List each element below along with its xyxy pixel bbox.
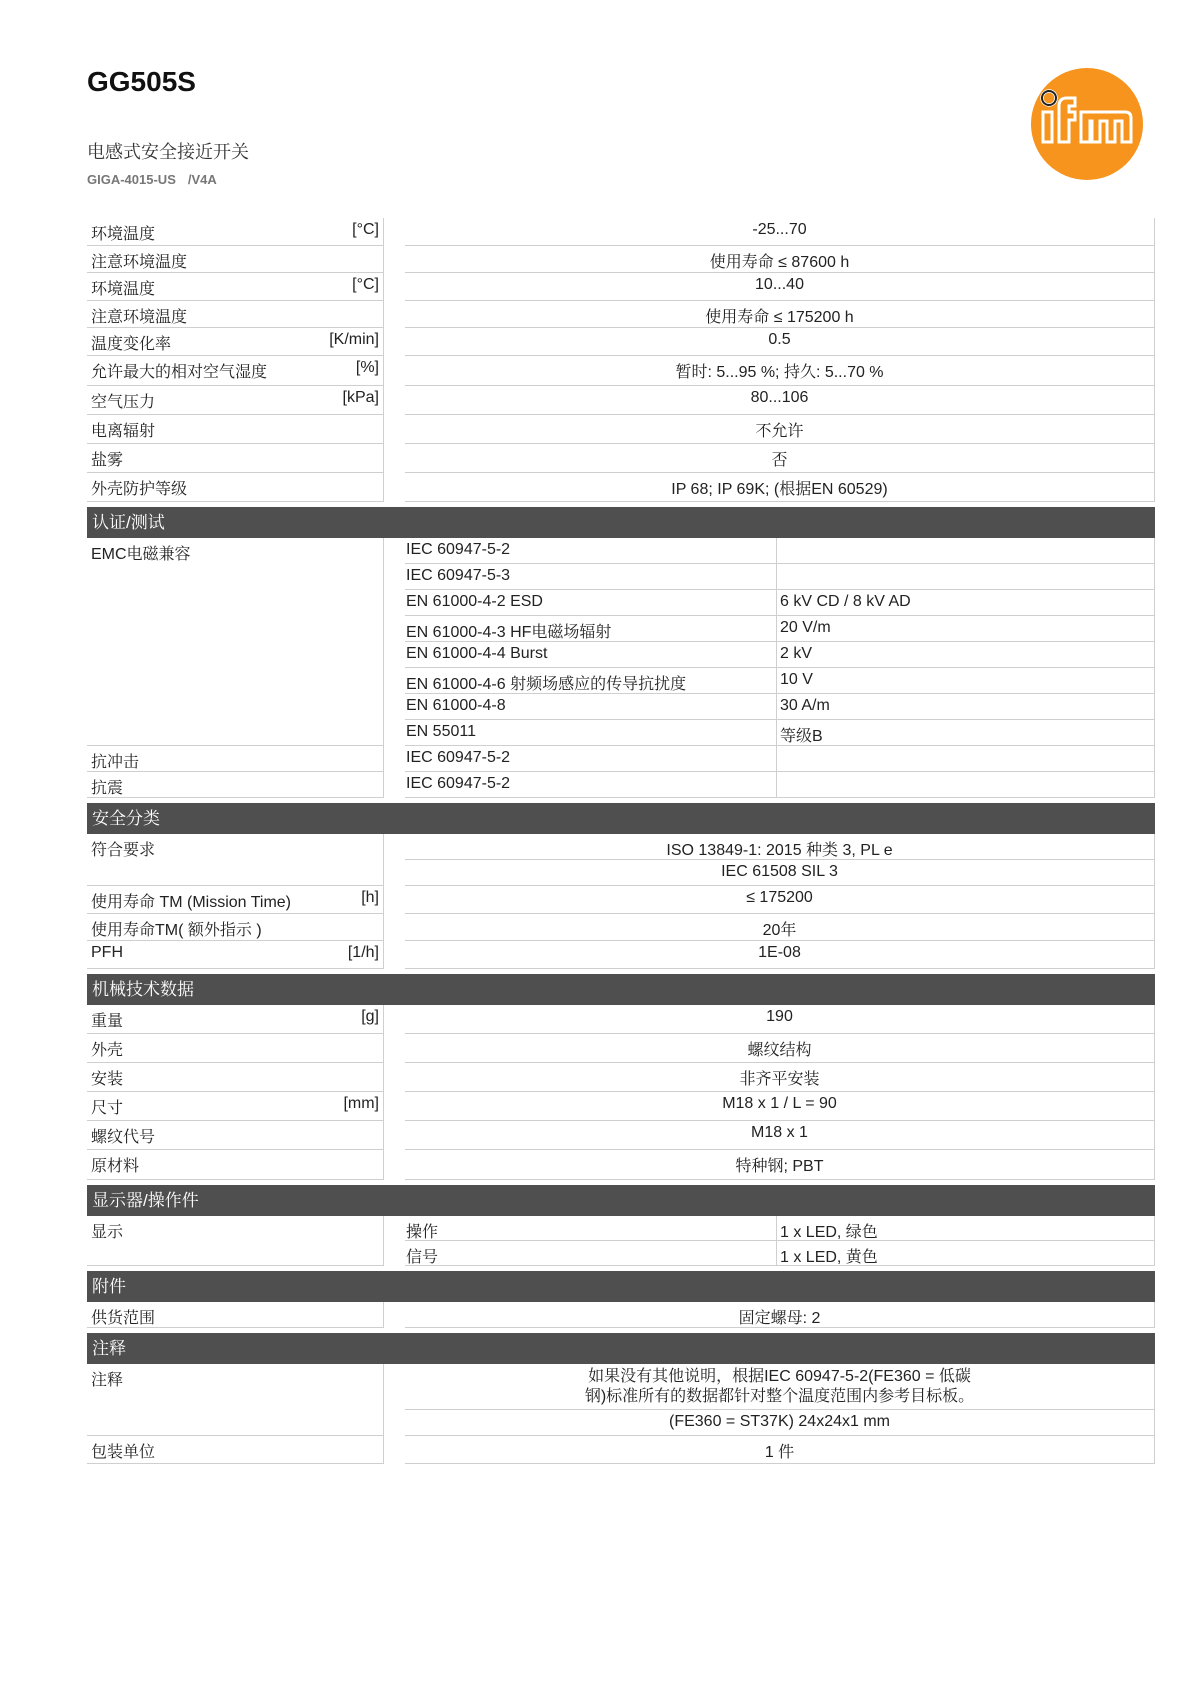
env-label: 温度变化率	[91, 336, 172, 353]
emc-row	[405, 616, 1155, 642]
notes-line-3: (FE360 = ST37K) 24x24x1 mm	[405, 1410, 1155, 1436]
env-value: 10...40	[405, 273, 1155, 301]
env-row	[87, 415, 1155, 444]
safety-label: 使用寿命 TM (Mission Time)	[91, 894, 292, 911]
display-group	[87, 1216, 1155, 1266]
env-value: 使用寿命 ≤ 175200 h	[405, 301, 1155, 328]
emc-value: 等级B	[777, 720, 1155, 746]
mech-value: M18 x 1 / L = 90	[405, 1092, 1155, 1121]
emc-row	[405, 590, 1155, 616]
env-row	[87, 301, 1155, 328]
emc-row	[405, 720, 1155, 746]
env-label: 盐雾	[91, 452, 124, 469]
section-header-accessories: 附件	[87, 1271, 1155, 1302]
env-value: 不允许	[405, 415, 1155, 444]
env-row	[87, 328, 1155, 356]
emc-value	[777, 538, 1155, 564]
env-unit: [kPa]	[342, 389, 379, 406]
delivery-scope-value: 固定螺母: 2	[405, 1302, 1155, 1328]
emc-value: 30 A/m	[777, 694, 1155, 720]
mech-value: 特种钢; PBT	[405, 1150, 1155, 1180]
display-operation-value: 1 x LED, 绿色	[777, 1216, 1155, 1241]
notes-text	[405, 1364, 1155, 1410]
env-unit: [%]	[355, 359, 379, 376]
section-header-cert: 认证/测试	[87, 507, 1155, 538]
env-label: 外壳防护等级	[91, 481, 188, 498]
emc-label: EMC电磁兼容	[87, 538, 384, 746]
mech-unit: [g]	[361, 1008, 379, 1025]
env-label: 注意环境温度	[91, 309, 188, 326]
safety-row	[87, 914, 1155, 941]
product-description: 电感式安全接近开关	[87, 142, 249, 162]
safety-row	[87, 941, 1155, 969]
display-signal-value: 1 x LED, 黄色	[777, 1241, 1155, 1266]
mech-row	[87, 1150, 1155, 1180]
env-value: IP 68; IP 69K; (根据EN 60529)	[405, 473, 1155, 502]
mech-label: 外壳	[91, 1042, 124, 1059]
packaging-label: 包装单位	[91, 1444, 156, 1461]
delivery-scope-row	[87, 1302, 1155, 1328]
mech-unit: [mm]	[343, 1095, 379, 1112]
env-value: 0.5	[405, 328, 1155, 356]
env-row	[87, 246, 1155, 273]
env-row	[87, 444, 1155, 473]
env-row	[87, 356, 1155, 386]
material-code: /V4A	[187, 172, 217, 187]
packaging-value: 1 件	[405, 1436, 1155, 1464]
mech-label: 重量	[91, 1013, 124, 1030]
safety-unit: [1/h]	[347, 944, 379, 961]
env-value: 80...106	[405, 386, 1155, 415]
mech-value: 190	[405, 1005, 1155, 1034]
logo-text: ifm	[1029, 66, 1031, 67]
mech-row	[87, 1005, 1155, 1034]
env-row	[87, 218, 1155, 246]
emc-value: 10 V	[777, 668, 1155, 694]
mech-label: 尺寸	[91, 1100, 124, 1117]
env-row	[87, 473, 1155, 502]
env-value: 否	[405, 444, 1155, 473]
notes-label: 注释	[91, 1372, 124, 1389]
safety-label: 使用寿命TM( 额外指示 )	[91, 922, 262, 939]
delivery-scope-label: 供货范围	[91, 1310, 156, 1327]
display-operation-name: 操作	[405, 1216, 777, 1241]
environment-rows	[87, 218, 1155, 502]
safety-rows	[87, 886, 1155, 969]
emc-value	[777, 564, 1155, 590]
mech-label: 原材料	[91, 1158, 140, 1175]
safety-unit: [h]	[361, 889, 379, 906]
env-row	[87, 386, 1155, 415]
safety-value: 20年	[405, 914, 1155, 941]
mech-row	[87, 1034, 1155, 1063]
mech-label: 螺纹代号	[91, 1129, 156, 1146]
safety-value: 1E-08	[405, 941, 1155, 969]
section-header-display: 显示器/操作件	[87, 1185, 1155, 1216]
emc-standard: EN 61000-4-3 HF电磁场辐射	[405, 616, 777, 642]
emc-row	[405, 564, 1155, 590]
emc-group	[87, 538, 1155, 746]
env-label: 空气压力	[91, 394, 156, 411]
mech-value: M18 x 1	[405, 1121, 1155, 1150]
env-label: 允许最大的相对空气湿度	[91, 364, 268, 381]
emc-row	[405, 668, 1155, 694]
mech-value: 非齐平安装	[405, 1063, 1155, 1092]
requirements-group	[87, 834, 1155, 886]
ifm-logo	[1029, 66, 1145, 182]
emc-row	[405, 642, 1155, 668]
requirement-iso: ISO 13849-1: 2015 种类 3, PL e	[405, 834, 1155, 860]
section-header-notes: 注释	[87, 1333, 1155, 1364]
shock-label: 抗冲击	[91, 754, 140, 771]
mechanical-rows	[87, 1005, 1155, 1180]
mech-row	[87, 1092, 1155, 1121]
notes-group	[87, 1364, 1155, 1436]
safety-value: ≤ 175200	[405, 886, 1155, 914]
safety-row	[87, 886, 1155, 914]
env-label: 注意环境温度	[91, 254, 188, 271]
env-label: 电离辐射	[91, 423, 156, 440]
display-label: 显示	[91, 1224, 124, 1241]
requirement-iec: IEC 61508 SIL 3	[405, 860, 1155, 886]
emc-rows	[405, 538, 1155, 746]
mech-value: 螺纹结构	[405, 1034, 1155, 1063]
emc-row	[405, 694, 1155, 720]
emc-value: 2 kV	[777, 642, 1155, 668]
emc-standard: EN 61000-4-2 ESD	[405, 590, 777, 616]
env-label: 环境温度	[91, 281, 156, 298]
packaging-row	[87, 1436, 1155, 1464]
vibration-label: 抗震	[91, 780, 124, 797]
env-value: -25...70	[405, 218, 1155, 246]
emc-standard: IEC 60947-5-3	[405, 564, 777, 590]
env-unit: [°C]	[352, 221, 379, 238]
mech-row	[87, 1121, 1155, 1150]
mech-label: 安装	[91, 1071, 124, 1088]
section-header-safety: 安全分类	[87, 803, 1155, 834]
emc-value: 20 V/m	[777, 616, 1155, 642]
mech-row	[87, 1063, 1155, 1092]
shock-standard: IEC 60947-5-2	[405, 746, 777, 772]
emc-row	[405, 538, 1155, 564]
datasheet-table	[87, 218, 1155, 1464]
notes-line-1: 如果没有其他说明，根据IEC 60947-5-2(FE360 = 低碳	[588, 1368, 971, 1385]
emc-standard: EN 55011	[405, 720, 777, 746]
display-signal-name: 信号	[405, 1241, 777, 1266]
requirements-label: 符合要求	[91, 842, 156, 859]
env-unit: [K/min]	[329, 331, 379, 348]
vibration-row	[87, 772, 1155, 798]
emc-standard: EN 61000-4-6 射频场感应的传导抗扰度	[405, 668, 777, 694]
product-code	[87, 172, 229, 187]
emc-standard: IEC 60947-5-2	[405, 538, 777, 564]
env-value: 暂时: 5...95 %; 持久: 5...70 %	[405, 356, 1155, 386]
emc-value: 6 kV CD / 8 kV AD	[777, 590, 1155, 616]
env-label: 环境温度	[91, 226, 156, 243]
env-unit: [°C]	[352, 276, 379, 293]
notes-line-2: 钢)标准所有的数据都针对整个温度范围内参考目标板。	[584, 1388, 975, 1405]
emc-standard: EN 61000-4-8	[405, 694, 777, 720]
emc-standard: EN 61000-4-4 Burst	[405, 642, 777, 668]
vibration-standard: IEC 60947-5-2	[405, 772, 777, 798]
safety-label: PFH	[91, 944, 123, 961]
env-value: 使用寿命 ≤ 87600 h	[405, 246, 1155, 273]
env-row	[87, 273, 1155, 301]
section-header-mech: 机械技术数据	[87, 974, 1155, 1005]
product-title: GG505S	[87, 66, 196, 97]
shock-row	[87, 746, 1155, 772]
article-code: GIGA-4015-US	[87, 172, 176, 187]
